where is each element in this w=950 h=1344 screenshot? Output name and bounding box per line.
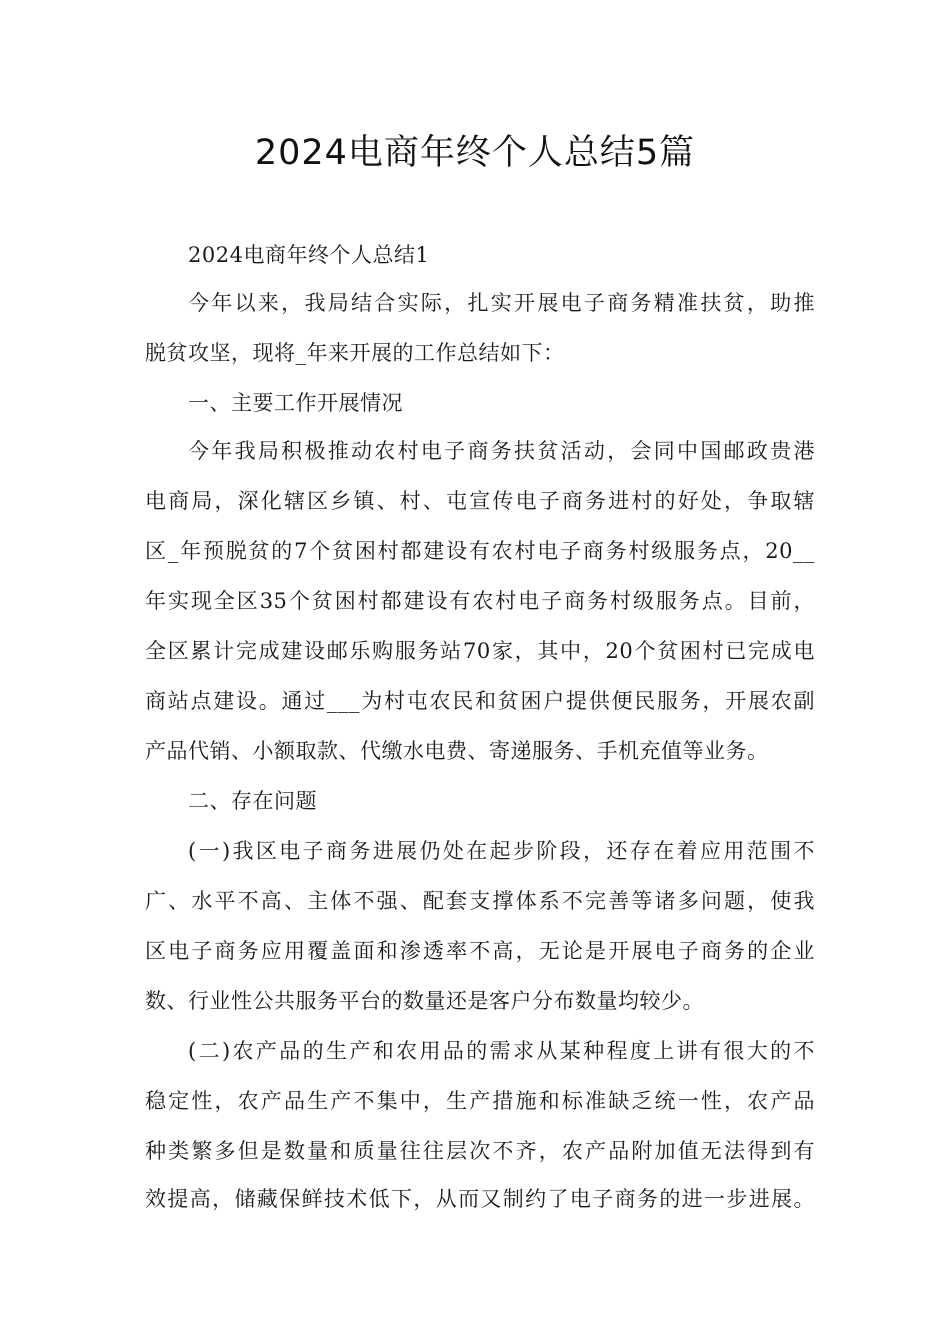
paragraph-line: 稳定性，农产品生产不集中，生产措施和标准缺乏统一性，农产品	[145, 1089, 815, 1113]
paragraph-line: 电商局，深化辖区乡镇、村、屯宣传电子商务进村的好处，争取辖	[145, 489, 815, 513]
paragraph-line: 一、主要工作开展情况	[188, 391, 403, 415]
paragraph-line: 区电子商务应用覆盖面和渗透率不高，无论是开展电子商务的企业	[145, 939, 815, 963]
paragraph-line: 区_年预脱贫的7个贫困村都建设有农村电子商务村级服务点，20__	[145, 539, 815, 563]
paragraph-line: 全区累计完成建设邮乐购服务站70家，其中，20个贫困村已完成电	[145, 639, 815, 663]
paragraph-line: 年实现全区35个贫困村都建设有农村电子商务村级服务点。目前，	[145, 589, 815, 613]
paragraph-line: 二、存在问题	[188, 789, 317, 813]
paragraph-line: (二)农产品的生产和农用品的需求从某种程度上讲有很大的不	[188, 1039, 815, 1063]
paragraph-line: 效提高，储藏保鲜技术低下，从而又制约了电子商务的进一步进展。	[145, 1187, 815, 1211]
paragraph-line: 产品代销、小额取款、代缴水电费、寄递服务、手机充值等业务。	[145, 739, 769, 763]
paragraph-line: 今年以来，我局结合实际，扎实开展电子商务精准扶贫，助推	[188, 291, 815, 315]
paragraph-line: 数、行业性公共服务平台的数量还是客户分布数量均较少。	[145, 989, 704, 1013]
paragraph-line: (一)我区电子商务进展仍处在起步阶段，还存在着应用范围不	[188, 839, 815, 863]
paragraph-line: 2024电商年终个人总结1	[188, 243, 430, 267]
document-title: 2024电商年终个人总结5篇	[254, 133, 696, 173]
paragraph-line: 商站点建设。通过___为村屯农民和贫困户提供便民服务，开展农副	[145, 689, 815, 713]
paragraph-line: 脱贫攻坚，现将_年来开展的工作总结如下：	[145, 341, 565, 365]
paragraph-line: 广、水平不高、主体不强、配套支撑体系不完善等诸多问题，使我	[145, 889, 815, 913]
paragraph-line: 今年我局积极推动农村电子商务扶贫活动，会同中国邮政贵港	[188, 439, 815, 463]
paragraph-line: 种类繁多但是数量和质量往往层次不齐，农产品附加值无法得到有	[145, 1139, 815, 1163]
